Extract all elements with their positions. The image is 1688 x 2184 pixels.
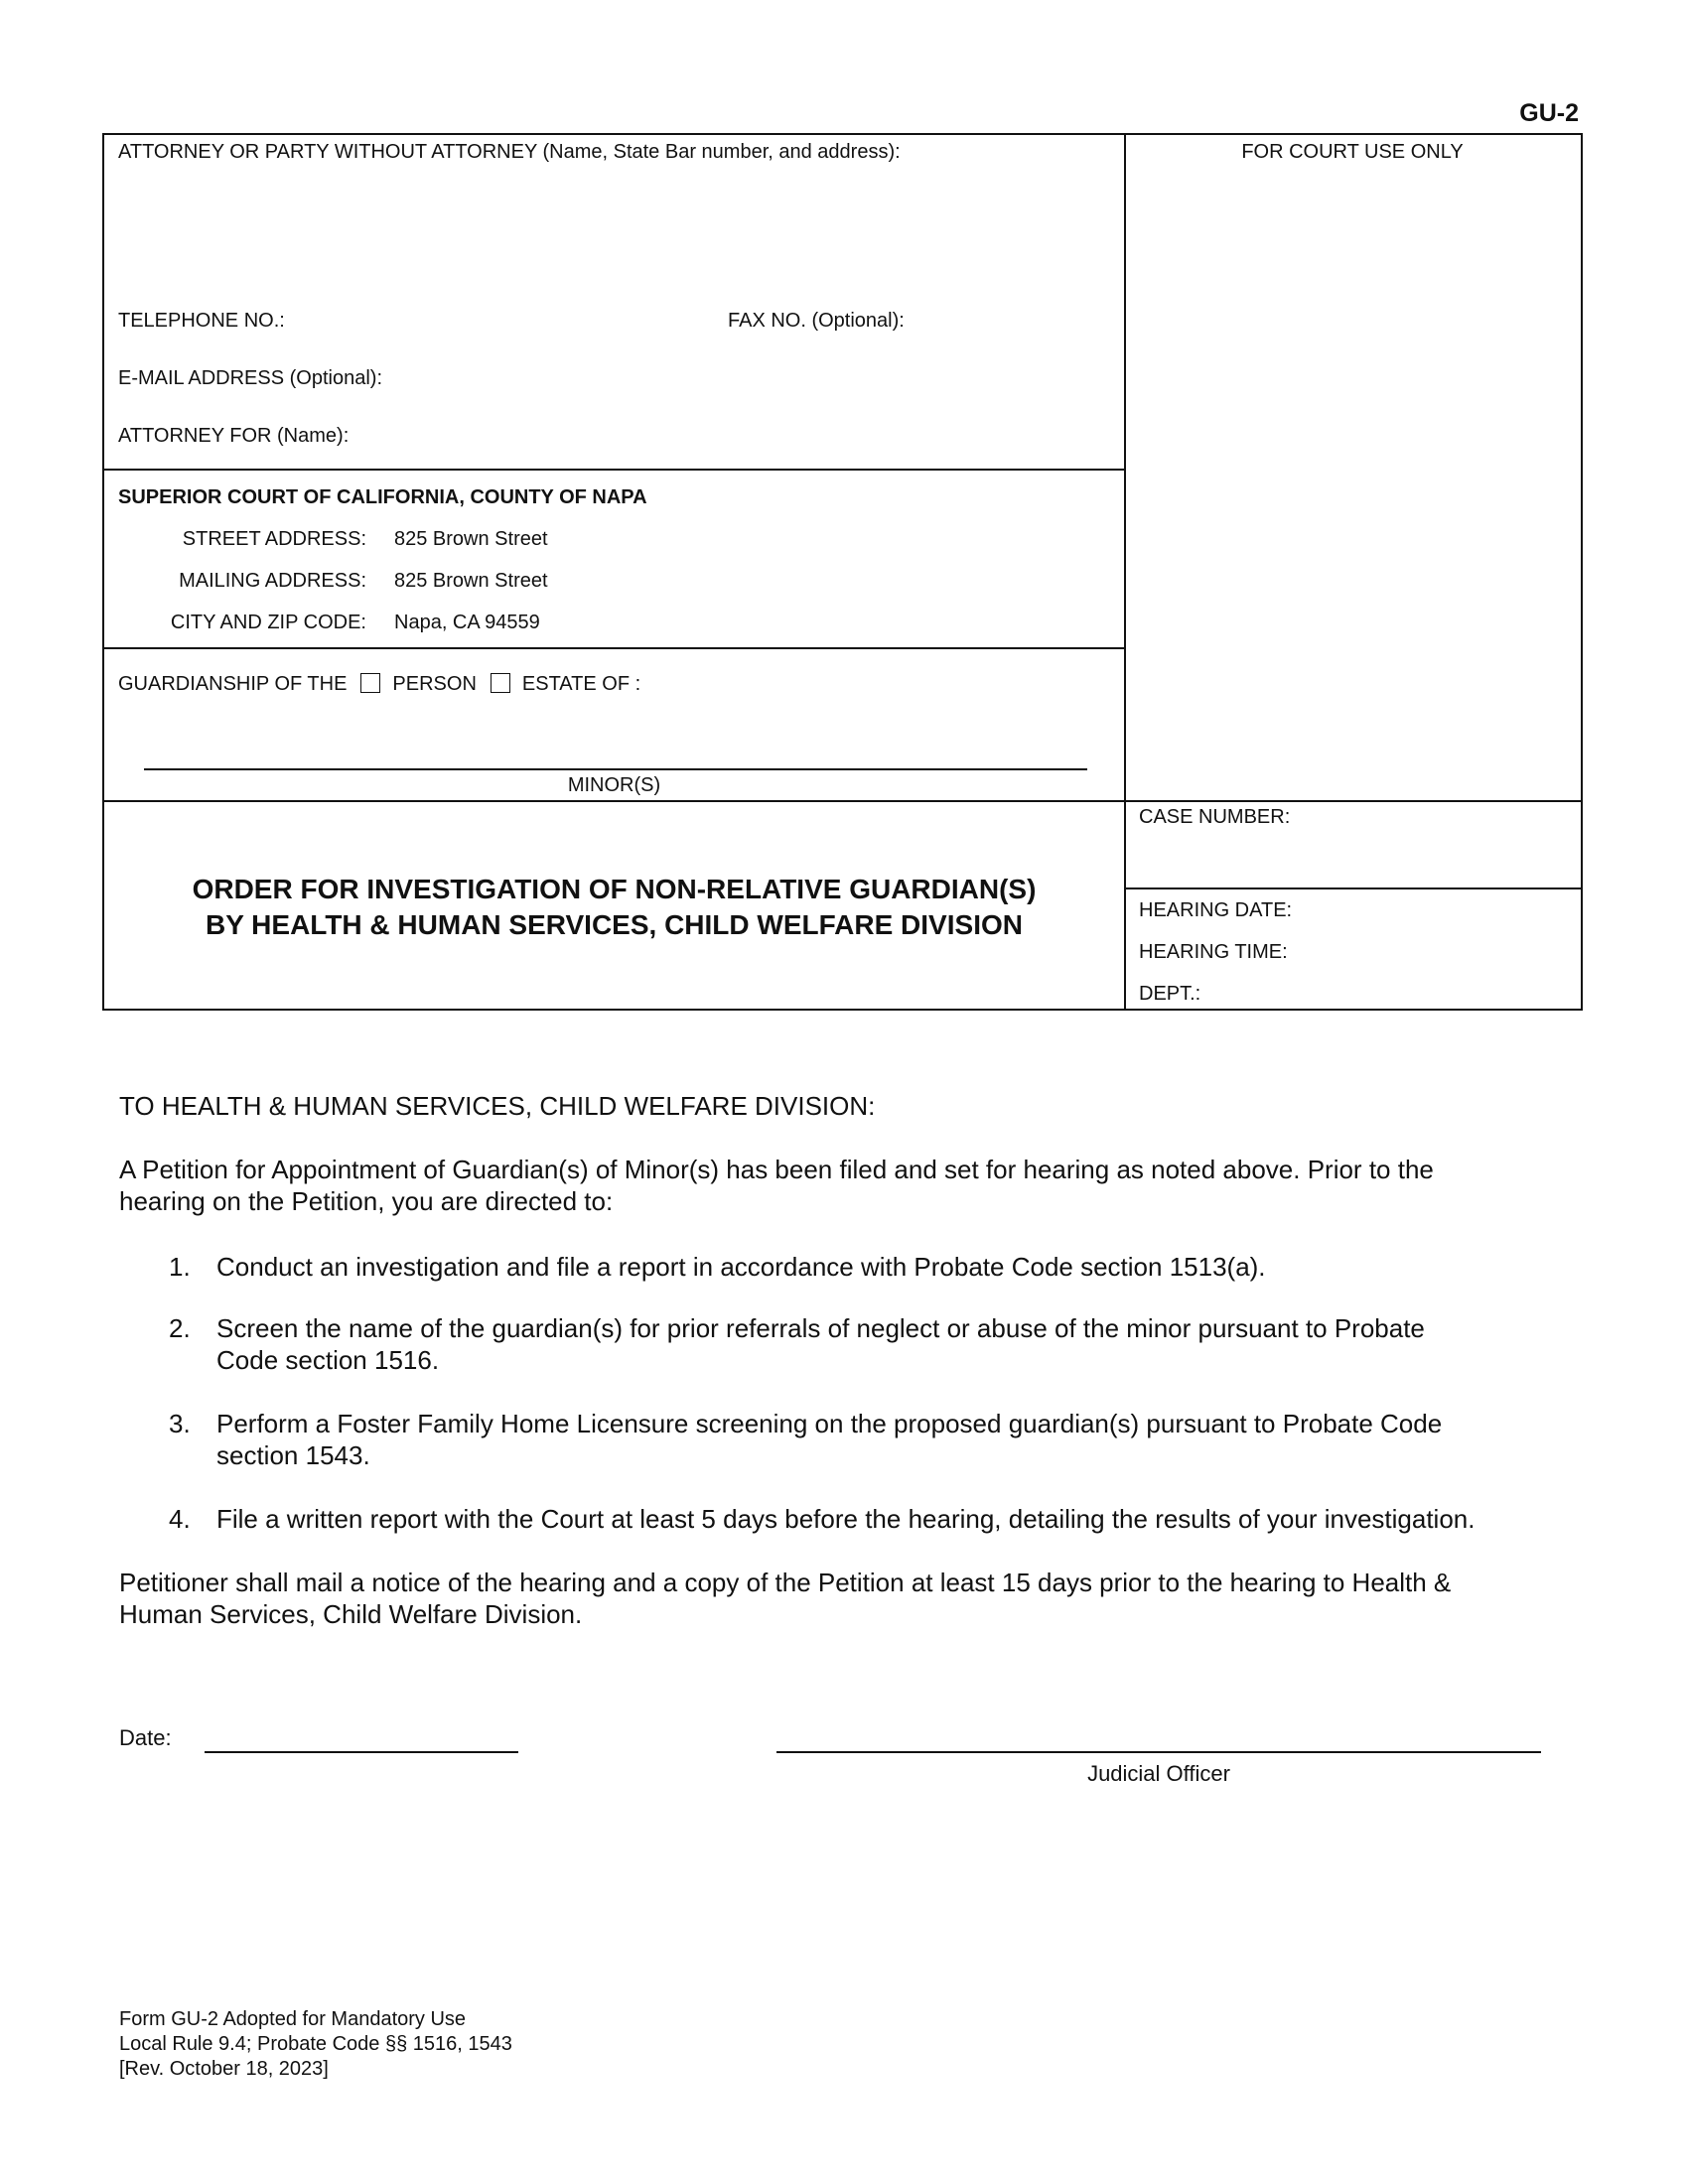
dept-label: DEPT.:: [1139, 983, 1201, 1005]
footer-line2: Local Rule 9.4; Probate Code §§ 1516, 1543: [119, 2033, 512, 2055]
judicial-officer-label: Judicial Officer: [1087, 1761, 1230, 1786]
street-address-value: 825 Brown Street: [394, 528, 548, 550]
fax-label: FAX NO. (Optional):: [728, 310, 905, 332]
court-name: SUPERIOR COURT OF CALIFORNIA, COUNTY OF NAPA: [118, 486, 647, 508]
intro-line2: hearing on the Petition, you are directed to:: [119, 1186, 614, 1216]
minor-name-line[interactable]: [144, 768, 1087, 770]
minors-label: MINOR(S): [567, 774, 661, 796]
divider-court-guardianship: [104, 647, 1126, 649]
intro-line1: A Petition for Appointment of Guardian(s) of Minor(s) has been filed and set for hearing as noted above. Prior to the: [119, 1155, 1434, 1184]
list-item-number: 1.: [169, 1252, 191, 1282]
mailing-address-value: 825 Brown Street: [394, 570, 548, 592]
estate-label: ESTATE OF :: [521, 673, 641, 695]
form-number: GU-2: [1519, 99, 1579, 127]
list-item-text: Screen the name of the guardian(s) for prior referrals of neglect or abuse of the minor pursuant to Probate: [216, 1313, 1425, 1343]
divider-case-hearing: [1124, 887, 1581, 889]
hearing-time-label: HEARING TIME:: [1139, 941, 1288, 963]
closing-line1: Petitioner shall mail a notice of the hearing and a copy of the Petition at least 15 days prior to the hearing to Health &: [119, 1568, 1452, 1597]
street-address-label: STREET ADDRESS:: [182, 528, 366, 550]
person-checkbox[interactable]: [360, 673, 380, 693]
list-item-text: Conduct an investigation and file a report in accordance with Probate Code section 1513(a).: [216, 1252, 1266, 1282]
date-line[interactable]: [205, 1751, 518, 1753]
list-item-text-continued: Code section 1516.: [216, 1345, 440, 1375]
addressee: TO HEALTH & HUMAN SERVICES, CHILD WELFARE DIVISION:: [119, 1091, 876, 1121]
list-item-number: 3.: [169, 1409, 191, 1438]
signature-line[interactable]: [776, 1751, 1541, 1753]
case-number-label: CASE NUMBER:: [1139, 806, 1291, 828]
email-label: E-MAIL ADDRESS (Optional):: [118, 367, 383, 389]
list-item-text-continued: section 1543.: [216, 1440, 370, 1470]
guardianship-label: GUARDIANSHIP OF THE: [118, 673, 348, 695]
list-item-number: 4.: [169, 1504, 191, 1534]
attorney-for-label: ATTORNEY FOR (Name):: [118, 425, 350, 447]
closing-line2: Human Services, Child Welfare Division.: [119, 1599, 583, 1629]
caption-table: [102, 133, 1583, 1011]
person-label: PERSON: [392, 673, 477, 695]
form-title-line1: ORDER FOR INVESTIGATION OF NON-RELATIVE GUARDIAN(S): [192, 874, 1037, 904]
divider-guardianship-title: [104, 800, 1581, 802]
list-item-text: Perform a Foster Family Home Licensure screening on the proposed guardian(s) pursuant to Probate Code: [216, 1409, 1443, 1438]
estate-checkbox[interactable]: [491, 673, 510, 693]
city-zip-label: CITY AND ZIP CODE:: [170, 612, 366, 633]
court-use-label: FOR COURT USE ONLY: [1241, 141, 1464, 163]
mailing-address-label: MAILING ADDRESS:: [179, 570, 366, 592]
footer-line3: [Rev. October 18, 2023]: [119, 2058, 329, 2080]
city-zip-value: Napa, CA 94559: [394, 612, 540, 633]
list-item-number: 2.: [169, 1313, 191, 1343]
footer-line1: Form GU-2 Adopted for Mandatory Use: [119, 2008, 467, 2030]
telephone-label: TELEPHONE NO.:: [118, 310, 285, 332]
list-item-text: File a written report with the Court at least 5 days before the hearing, detailing the results of your investigation.: [216, 1504, 1476, 1534]
form-title-line2: BY HEALTH & HUMAN SERVICES, CHILD WELFARE DIVISION: [206, 909, 1023, 940]
attorney-label: ATTORNEY OR PARTY WITHOUT ATTORNEY (Name, State Bar number, and address):: [118, 141, 901, 163]
guardianship-row: [118, 673, 640, 696]
hearing-date-label: HEARING DATE:: [1139, 899, 1293, 921]
caption-vertical-divider: [1124, 135, 1126, 1009]
divider-attorney-court: [104, 469, 1126, 471]
date-label: Date:: [119, 1725, 172, 1750]
form-footer: [119, 2007, 512, 2082]
